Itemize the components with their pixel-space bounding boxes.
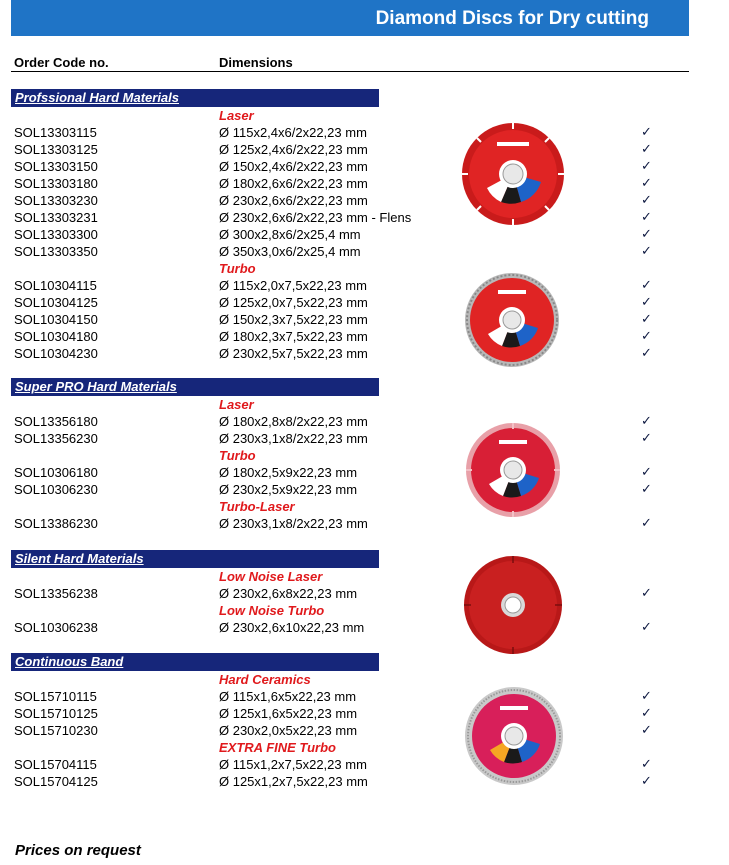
category-bar-silent [11,550,379,568]
super-pro-disc-image [465,422,561,518]
table-row [0,723,729,740]
dimension: Ø 180x2,5x9x22,23 mm [219,465,358,480]
subtitle-laser: Laser [219,108,254,123]
order-code: SOL13386230 [14,516,98,531]
dimension: Ø 230x2,5x9x22,23 mm [219,482,358,497]
order-code: SOL13303230 [14,193,98,208]
column-header-dimensions: Dimensions [219,55,293,70]
table-row [0,689,729,706]
order-code: SOL13303125 [14,142,98,157]
check-icon: ✓ [641,328,652,343]
subtitle-turbo-laser: Turbo-Laser [219,499,295,514]
dimension: Ø 230x3,1x8/2x22,23 mm [219,431,368,446]
laser-disc-image [461,122,565,226]
dimension: Ø 115x2,0x7,5x22,23 mm [219,278,367,293]
dimension: Ø 230x2,0x5x22,23 mm [219,723,358,738]
check-icon: ✓ [641,481,652,496]
category-label: Continuous Band [15,654,124,669]
check-icon: ✓ [641,243,652,258]
table-row [0,482,729,499]
check-icon: ✓ [641,413,652,428]
dimension: Ø 230x2,6x8x22,23 mm [219,586,358,601]
dimension: Ø 150x2,4x6/2x22,23 mm [219,159,368,174]
subtitle-extra-fine-turbo: EXTRA FINE Turbo [219,740,336,755]
check-icon: ✓ [641,209,652,224]
dimension: Ø 180x2,3x7,5x22,23 mm [219,329,368,344]
order-code: SOL10304230 [14,346,98,361]
check-icon: ✓ [641,688,652,703]
check-icon: ✓ [641,192,652,207]
dimension: Ø 125x2,4x6/2x22,23 mm [219,142,368,157]
table-row [0,278,729,295]
table-row [0,757,729,774]
table-row [0,176,729,193]
table-row [0,516,729,533]
dimension: Ø 115x1,6x5x22,23 mm [219,689,357,704]
order-code: SOL13356180 [14,414,98,429]
column-header-order-code: Order Code no. [14,55,109,70]
check-icon: ✓ [641,585,652,600]
category-label: Super PRO Hard Materials [15,379,177,394]
table-row [0,227,729,244]
dimension: Ø 230x2,5x7,5x22,23 mm [219,346,368,361]
order-code: SOL13356230 [14,431,98,446]
check-icon: ✓ [641,175,652,190]
order-code: SOL15710230 [14,723,98,738]
dimension: Ø 230x2,6x6/2x22,23 mm [219,193,368,208]
order-code: SOL10304180 [14,329,98,344]
subtitle-turbo: Turbo [219,261,256,276]
subtitle-low-noise-laser: Low Noise Laser [219,569,323,584]
dimension: Ø 180x2,6x6/2x22,23 mm [219,176,368,191]
order-code: SOL15704115 [14,757,97,772]
turbo-disc-image [464,272,560,368]
check-icon: ✓ [641,773,652,788]
order-code: SOL13303180 [14,176,98,191]
order-code: SOL13303300 [14,227,98,242]
table-row [0,414,729,431]
category-label: Silent Hard Materials [15,551,144,566]
order-code: SOL13303150 [14,159,98,174]
subtitle-low-noise-turbo: Low Noise Turbo [219,603,325,618]
order-code: SOL10304125 [14,295,98,310]
order-code: SOL15710125 [14,706,98,721]
check-icon: ✓ [641,124,652,139]
order-code: SOL10306230 [14,482,98,497]
check-icon: ✓ [641,515,652,530]
check-icon: ✓ [641,722,652,737]
check-icon: ✓ [641,226,652,241]
check-icon: ✓ [641,464,652,479]
table-row [0,346,729,363]
header-bar [11,0,689,36]
dimension: Ø 230x2,6x6/2x22,23 mm - Flens [219,210,412,225]
check-icon: ✓ [641,158,652,173]
check-icon: ✓ [641,705,652,720]
table-row [0,586,729,603]
subtitle-hard-ceramics: Hard Ceramics [219,672,311,687]
order-code: SOL10306180 [14,465,98,480]
dimension: Ø 115x1,2x7,5x22,23 mm [219,757,367,772]
dimension: Ø 125x1,6x5x22,23 mm [219,706,358,721]
table-row [0,620,729,637]
order-code: SOL13356238 [14,586,98,601]
dimension: Ø 230x2,6x10x22,23 mm [219,620,365,635]
order-code: SOL15704125 [14,774,98,789]
table-row [0,295,729,312]
category-bar-professional [11,89,379,107]
check-icon: ✓ [641,311,652,326]
dimension: Ø 125x1,2x7,5x22,23 mm [219,774,368,789]
silent-disc-image [463,555,563,655]
dimension: Ø 180x2,8x8/2x22,23 mm [219,414,368,429]
order-code: SOL13303115 [14,125,97,140]
table-row [0,142,729,159]
dimension: Ø 115x2,4x6/2x22,23 mm [219,125,367,140]
category-label: Profssional Hard Materials [15,90,179,105]
dimension: Ø 350x3,0x6/2x25,4 mm [219,244,361,259]
dimension: Ø 230x3,1x8/2x22,23 mm [219,516,368,531]
order-code: SOL10306238 [14,620,98,635]
continuous-band-disc-image [464,686,564,786]
category-bar-continuous-band [11,653,379,671]
category-bar-super-pro [11,378,379,396]
footer-note: Prices on request [15,842,141,859]
order-code: SOL10304150 [14,312,98,327]
table-row [0,431,729,448]
order-code: SOL13303231 [14,210,98,225]
subtitle-turbo: Turbo [219,448,256,463]
order-code: SOL10304115 [14,278,97,293]
header-divider [11,71,689,72]
table-row [0,706,729,723]
dimension: Ø 125x2,0x7,5x22,23 mm [219,295,368,310]
table-row [0,312,729,329]
table-row [0,465,729,482]
table-row [0,329,729,346]
table-row [0,125,729,142]
order-code: SOL15710115 [14,689,97,704]
dimension: Ø 300x2,8x6/2x25,4 mm [219,227,361,242]
table-row [0,193,729,210]
check-icon: ✓ [641,430,652,445]
check-icon: ✓ [641,294,652,309]
table-row [0,210,729,227]
check-icon: ✓ [641,619,652,634]
page-title: Diamond Discs for Dry cutting [375,8,649,29]
subtitle-laser: Laser [219,397,254,412]
check-icon: ✓ [641,345,652,360]
order-code: SOL13303350 [14,244,98,259]
check-icon: ✓ [641,277,652,292]
check-icon: ✓ [641,141,652,156]
table-row [0,159,729,176]
table-row [0,244,729,261]
table-row [0,774,729,791]
check-icon: ✓ [641,756,652,771]
dimension: Ø 150x2,3x7,5x22,23 mm [219,312,368,327]
